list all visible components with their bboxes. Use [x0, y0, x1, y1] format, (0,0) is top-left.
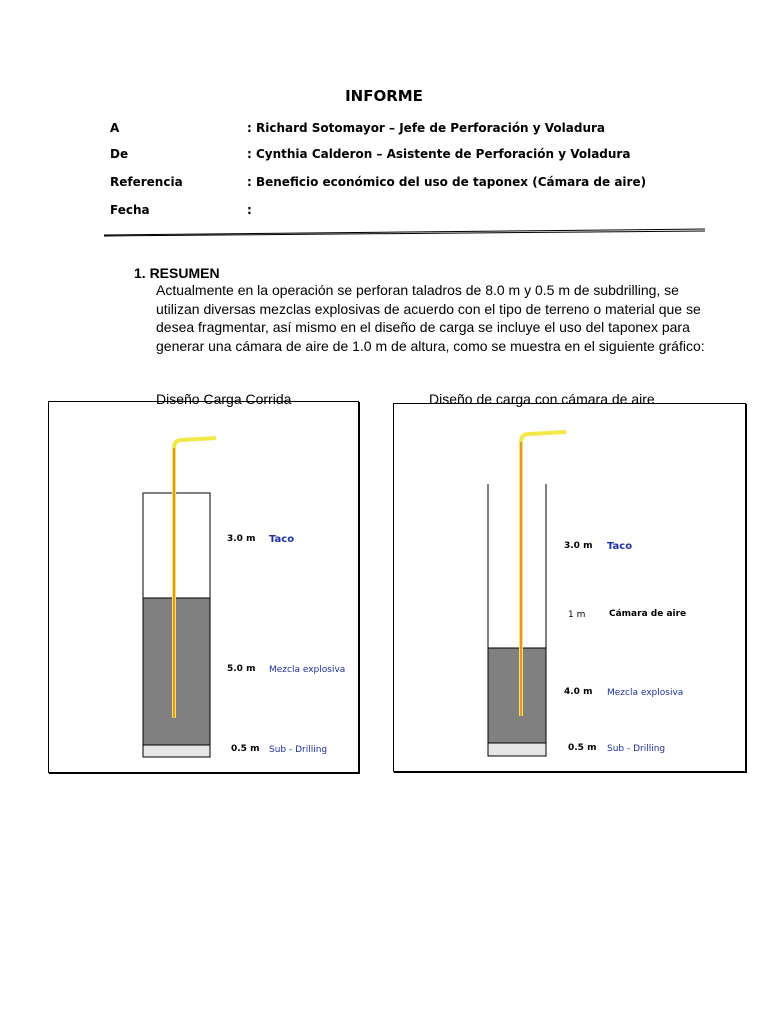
- left-taco-label: Taco: [269, 534, 295, 545]
- left-mezcla-length: 5.0 m: [227, 664, 256, 674]
- left-mezcla-label: Mezcla explosiva: [269, 665, 346, 675]
- header-label-a: A: [110, 121, 120, 135]
- right-air-label: Cámara de aire: [609, 609, 687, 619]
- header-value-a: : Richard Sotomayor – Jefe de Perforación y Voladura: [247, 121, 606, 135]
- right-taco-length: 3.0 m: [564, 541, 593, 551]
- left-sub-label: Sub - Drilling: [269, 745, 328, 755]
- diagram-left-caption: Diseño Carga Corrida: [156, 391, 292, 407]
- resumen-line: generar una cámara de aire de 1.0 m de altura, como se muestra en el siguiente gráfico:: [156, 337, 705, 354]
- diagram-right-caption: Diseño de carga con cámara de aire: [429, 391, 655, 407]
- right-sub-length: 0.5 m: [568, 743, 597, 753]
- left-sub-length: 0.5 m: [231, 744, 260, 754]
- right-mezcla-length: 4.0 m: [564, 687, 593, 697]
- report-title: INFORME: [345, 87, 423, 105]
- header-value-fecha: :: [247, 203, 252, 217]
- right-subdrill-zone: [488, 743, 546, 756]
- header-label-fecha: Fecha: [110, 203, 150, 217]
- right-taco-label: Taco: [607, 541, 633, 552]
- right-mezcla-label: Mezcla explosiva: [607, 688, 684, 698]
- right-air-length: 1 m: [568, 610, 586, 620]
- header-value-referencia: : Beneficio económico del uso de taponex (Cámara de aire): [247, 175, 647, 189]
- right-explosive-zone: [488, 648, 546, 743]
- left-taco-length: 3.0 m: [227, 534, 256, 544]
- right-sub-label: Sub - Drilling: [607, 744, 666, 754]
- resumen-line: Actualmente en la operación se perforan taladros de 8.0 m y 0.5 m de subdrilling, se: [156, 282, 679, 298]
- resumen-line: utilizan diversas mezclas explosivas de acuerdo con el tipo de terreno o material que se: [156, 300, 701, 317]
- header-value-de: : Cynthia Calderon – Asistente de Perforación y Voladura: [247, 147, 631, 161]
- section-heading-resumen: 1. RESUMEN: [134, 265, 220, 281]
- resumen-line: desea fragmentar, así mismo en el diseño de carga se incluye el uso del taponex para: [156, 319, 690, 335]
- header-label-referencia: Referencia: [110, 175, 183, 189]
- header-label-de: De: [110, 147, 129, 161]
